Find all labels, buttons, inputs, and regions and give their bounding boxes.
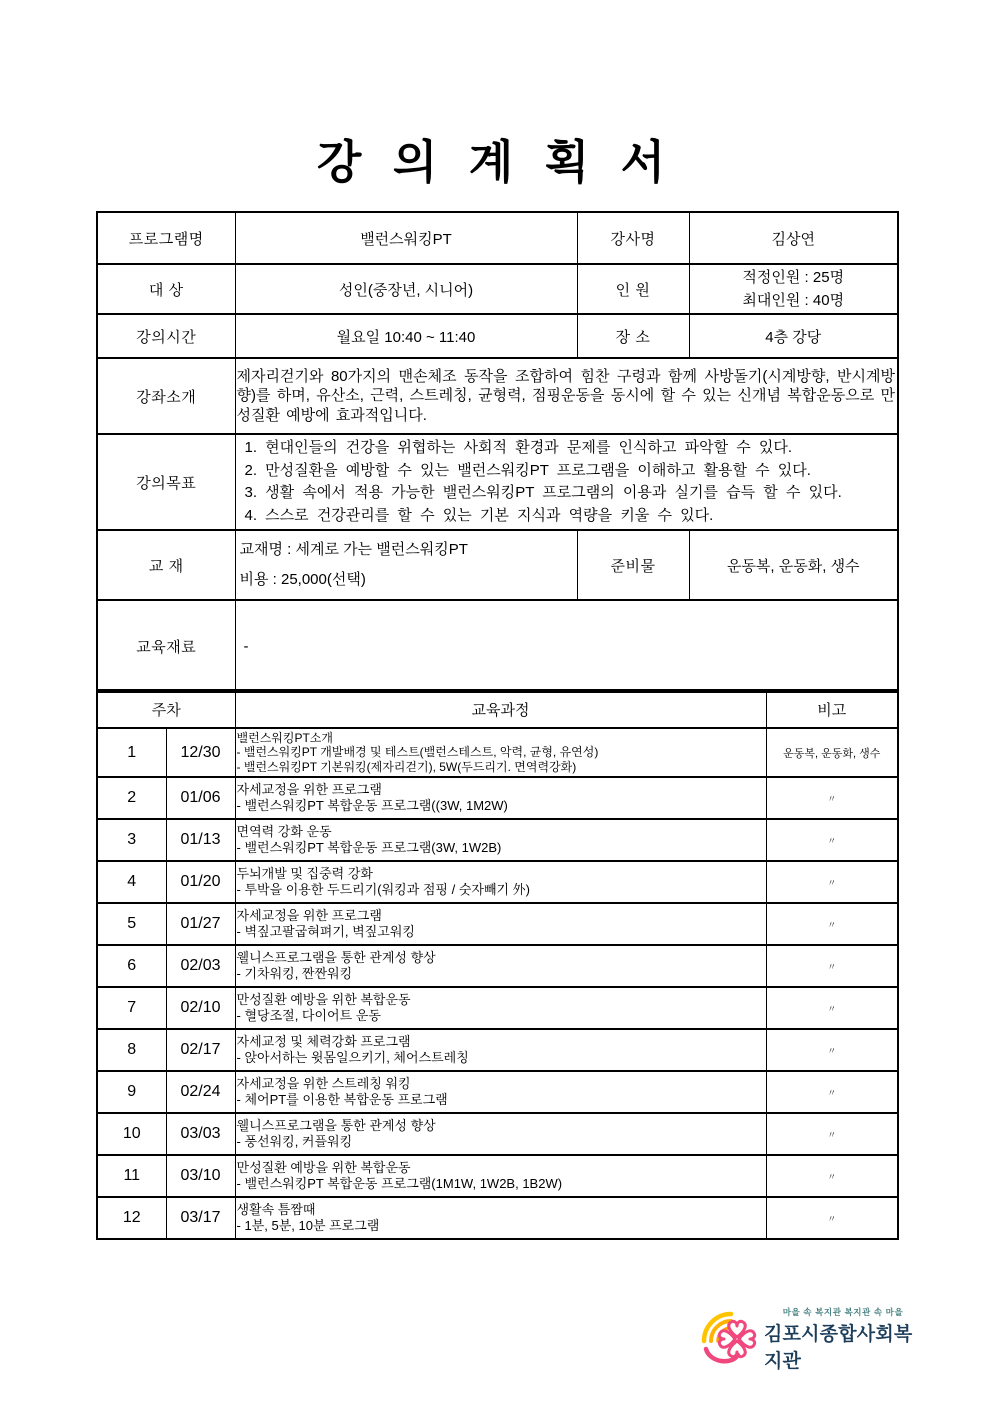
curriculum-items bbox=[237, 924, 764, 940]
week-note: 〃 bbox=[766, 777, 898, 819]
curriculum-items bbox=[237, 1218, 764, 1234]
week-date: 01/13 bbox=[166, 819, 235, 861]
curriculum-title: 웰니스프로그램을 통한 관계성 향상 bbox=[236, 1117, 436, 1133]
schedule-row bbox=[97, 903, 898, 945]
curriculum-item: - 밸런스워킹PT 기본워킹(제자리걷기), 5W(두드리기. 면역력강화) bbox=[236, 759, 577, 774]
curriculum-item: - 밸런스워킹PT 복합운동 프로그램(3W, 1W2B) bbox=[236, 840, 502, 856]
schedule-row bbox=[97, 861, 898, 903]
curriculum-title: 밸런스워킹PT소개 bbox=[236, 731, 333, 745]
curriculum-items bbox=[237, 798, 764, 814]
curriculum-items bbox=[237, 745, 764, 774]
textbook-cost: 비용 : 25,000(선택) bbox=[239, 571, 366, 588]
note-column-header: 비고 bbox=[766, 690, 898, 728]
curriculum-item: - 밸런스워킹PT 복합운동 프로그램(1M1W, 1W2B, 1B2W) bbox=[236, 1176, 563, 1192]
curriculum-items bbox=[237, 966, 764, 982]
week-number: 3 bbox=[97, 819, 166, 861]
target-label: 대 상 bbox=[97, 264, 235, 314]
schedule-body bbox=[97, 728, 898, 1239]
instructor-value: 김상연 bbox=[689, 212, 898, 264]
week-number: 11 bbox=[97, 1155, 166, 1197]
curriculum-title: 만성질환 예방을 위한 복합운동 bbox=[236, 991, 411, 1007]
schedule-row bbox=[97, 987, 898, 1029]
curriculum-item: - 투박을 이용한 두드리기(워킹과 점핑 / 숫자빼기 外) bbox=[236, 882, 530, 898]
textbook-row bbox=[97, 530, 898, 600]
course-goals-label: 강의목표 bbox=[97, 434, 235, 530]
curriculum-items bbox=[237, 1134, 764, 1150]
info-table bbox=[96, 211, 899, 693]
week-note: 운동복, 운동화, 생수 bbox=[766, 728, 898, 777]
week-note: 〃 bbox=[766, 1113, 898, 1155]
curriculum-item: - 앉아서하는 윗몸일으키기, 체어스트레칭 bbox=[236, 1050, 469, 1066]
course-goals-list bbox=[236, 435, 898, 529]
org-tagline: 마을 속 복지관 복지관 속 마을 bbox=[782, 1306, 904, 1317]
schedule-row bbox=[97, 945, 898, 987]
org-logo bbox=[698, 1296, 922, 1374]
week-date: 01/27 bbox=[166, 903, 235, 945]
schedule-row bbox=[97, 1071, 898, 1113]
curriculum-item: - 1분, 5분, 10분 프로그램 bbox=[236, 1218, 380, 1234]
week-note: 〃 bbox=[766, 1071, 898, 1113]
materials-value: - bbox=[235, 600, 898, 692]
materials-row bbox=[97, 600, 898, 692]
week-number: 8 bbox=[97, 1029, 166, 1071]
capacity-max: 최대인원 : 40명 bbox=[742, 292, 845, 309]
schedule-row bbox=[97, 777, 898, 819]
curriculum-item: - 밸런스워킹PT 복합운동 프로그램((3W, 1M2W) bbox=[236, 798, 508, 814]
curriculum-item: - 밸런스워킹PT 개발배경 및 테스트(밸런스테스트, 악력, 균형, 유연성) bbox=[236, 745, 599, 760]
materials-label: 교육재료 bbox=[97, 600, 235, 692]
schedule-row bbox=[97, 1197, 898, 1239]
week-note: 〃 bbox=[766, 987, 898, 1029]
week-date: 03/10 bbox=[166, 1155, 235, 1197]
curriculum-items bbox=[237, 1008, 764, 1024]
week-number: 7 bbox=[97, 987, 166, 1029]
capacity-proper: 적정인원 : 25명 bbox=[742, 268, 845, 286]
welfare-center-logo-icon bbox=[698, 1299, 762, 1371]
curriculum-item: - 체어PT를 이용한 복합운동 프로그램 bbox=[236, 1092, 448, 1108]
week-note: 〃 bbox=[766, 903, 898, 945]
textbook-label: 교 재 bbox=[97, 530, 235, 600]
org-name: 김포시종합사회복지관 bbox=[764, 1323, 913, 1372]
time-label: 강의시간 bbox=[97, 314, 235, 358]
curriculum-item: - 벽짚고팔굽혀펴기, 벽짚고워킹 bbox=[236, 924, 415, 940]
logo-clover-icon bbox=[719, 1321, 754, 1356]
week-date: 03/03 bbox=[166, 1113, 235, 1155]
curriculum-items bbox=[237, 1092, 764, 1108]
curriculum-items bbox=[237, 840, 764, 856]
week-number: 1 bbox=[97, 728, 166, 777]
curriculum-items bbox=[237, 1176, 764, 1192]
schedule-header-row bbox=[97, 690, 898, 728]
week-date: 01/06 bbox=[166, 777, 235, 819]
place-label: 장 소 bbox=[577, 314, 689, 358]
page-title: 강 의 계 획 서 bbox=[316, 137, 676, 188]
time-row bbox=[97, 314, 898, 358]
week-number: 2 bbox=[97, 777, 166, 819]
time-value: 월요일 10:40 ~ 11:40 bbox=[235, 314, 577, 358]
week-number: 5 bbox=[97, 903, 166, 945]
program-row bbox=[97, 212, 898, 264]
schedule-table bbox=[96, 689, 899, 1240]
goal-item: 3. 생활 속에서 적용 가능한 밸런스워킹PT 프로그램의 이용과 실기를 습득 할 수 있다. bbox=[244, 484, 842, 501]
target-row bbox=[97, 264, 898, 314]
goal-item: 2. 만성질환을 예방할 수 있는 밸런스워킹PT 프로그램을 이해하고 활용할 수 있다. bbox=[244, 461, 811, 479]
curriculum-title: 자세교정을 위한 프로그램 bbox=[236, 781, 382, 797]
place-value: 4층 강당 bbox=[689, 314, 898, 358]
course-goals-row bbox=[97, 434, 898, 530]
curriculum-title: 생활속 틈짬때 bbox=[236, 1201, 316, 1217]
curriculum-title: 면역력 강화 운동 bbox=[236, 823, 332, 839]
supplies-value: 운동복, 운동화, 생수 bbox=[689, 530, 898, 600]
program-name-value: 밸런스워킹PT bbox=[235, 212, 577, 264]
curriculum-title: 자세교정 및 체력강화 프로그램 bbox=[236, 1033, 411, 1049]
textbook-name: 교재명 : 세계로 가는 밸런스워킹PT bbox=[239, 541, 468, 558]
week-number: 4 bbox=[97, 861, 166, 903]
schedule-row bbox=[97, 1029, 898, 1071]
schedule-row bbox=[97, 728, 898, 777]
curriculum-title: 웰니스프로그램을 통한 관계성 향상 bbox=[236, 949, 436, 965]
capacity-value bbox=[689, 264, 898, 314]
week-column-header: 주차 bbox=[97, 690, 235, 728]
schedule-row bbox=[97, 1155, 898, 1197]
instructor-label: 강사명 bbox=[577, 212, 689, 264]
week-date: 02/17 bbox=[166, 1029, 235, 1071]
goal-item: 4. 스스로 건강관리를 할 수 있는 기본 지식과 역량을 키울 수 있다. bbox=[244, 506, 714, 524]
week-number: 6 bbox=[97, 945, 166, 987]
curriculum-item: - 풍선워킹, 커플워킹 bbox=[236, 1134, 353, 1150]
course-intro-label: 강좌소개 bbox=[97, 358, 235, 434]
week-date: 01/20 bbox=[166, 861, 235, 903]
curriculum-item: - 기차워킹, 짠짠워킹 bbox=[236, 966, 353, 982]
curriculum-title: 만성질환 예방을 위한 복합운동 bbox=[236, 1159, 411, 1175]
week-date: 02/24 bbox=[166, 1071, 235, 1113]
textbook-value bbox=[235, 530, 577, 600]
supplies-label: 준비물 bbox=[577, 530, 689, 600]
curriculum-items bbox=[237, 1050, 764, 1066]
program-name-label: 프로그램명 bbox=[97, 212, 235, 264]
schedule-row bbox=[97, 819, 898, 861]
week-note: 〃 bbox=[766, 1029, 898, 1071]
week-note: 〃 bbox=[766, 945, 898, 987]
curriculum-items bbox=[237, 882, 764, 898]
curriculum-item: - 혈당조절, 다이어트 운동 bbox=[236, 1008, 381, 1024]
course-intro-text: 제자리걷기와 80가지의 맨손체조 동작을 조합하여 힘찬 구령과 함께 사방돌기(시계방향, 반시계방향)를 하며, 유산소, 근력, 스트레칭, 균형력, 점핑운동을 동시에 할 수 있는 신개념 복합운동으로 만성질환 예방에 효과적입니다. bbox=[236, 367, 895, 424]
schedule-row bbox=[97, 1113, 898, 1155]
week-date: 02/10 bbox=[166, 987, 235, 1029]
week-note: 〃 bbox=[766, 1197, 898, 1239]
week-date: 12/30 bbox=[166, 728, 235, 777]
curriculum-title: 자세교정을 위한 프로그램 bbox=[236, 907, 382, 923]
curriculum-column-header: 교육과정 bbox=[235, 690, 766, 728]
week-number: 10 bbox=[97, 1113, 166, 1155]
capacity-label: 인 원 bbox=[577, 264, 689, 314]
week-note: 〃 bbox=[766, 1155, 898, 1197]
week-note: 〃 bbox=[766, 861, 898, 903]
course-intro-row bbox=[97, 358, 898, 434]
week-note: 〃 bbox=[766, 819, 898, 861]
week-date: 02/03 bbox=[166, 945, 235, 987]
curriculum-title: 두뇌개발 및 집중력 강화 bbox=[236, 865, 373, 881]
week-date: 03/17 bbox=[166, 1197, 235, 1239]
curriculum-title: 자세교정을 위한 스트레칭 워킹 bbox=[236, 1075, 411, 1091]
target-value: 성인(중장년, 시니어) bbox=[235, 264, 577, 314]
week-number: 9 bbox=[97, 1071, 166, 1113]
week-number: 12 bbox=[97, 1197, 166, 1239]
goal-item: 1. 현대인들의 건강을 위협하는 사회적 환경과 문제를 인식하고 파악할 수 있다. bbox=[244, 439, 793, 456]
